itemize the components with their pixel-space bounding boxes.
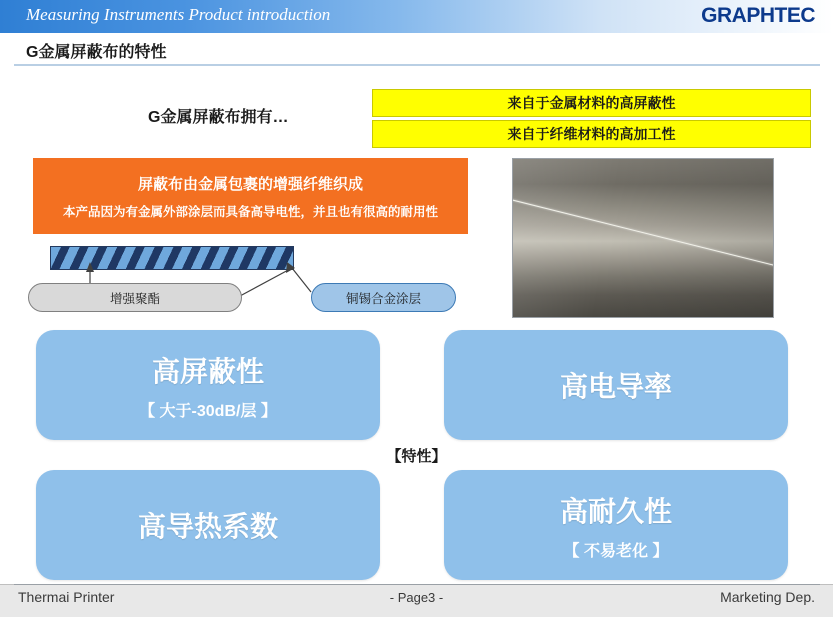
header-title: Measuring Instruments Product introduction <box>26 5 331 24</box>
feature-subtitle: 【 不易老化 】 <box>563 542 669 560</box>
footer-divider <box>14 584 820 585</box>
brand-logo: GRAPHTEC <box>701 4 815 27</box>
fabric-cross-section <box>50 246 294 270</box>
feature-panel-thermal <box>36 470 380 580</box>
feature-panel-conductivity <box>444 330 788 440</box>
feature-title: 高屏蔽性 <box>151 355 264 387</box>
title-divider <box>14 64 820 66</box>
page-title: G金属屏蔽布的特性 <box>26 44 167 61</box>
footer-left-text: Thermai Printer <box>18 589 115 605</box>
feature-title: 高导热系数 <box>137 511 278 542</box>
product-photo <box>512 158 774 318</box>
feature-panel-shielding <box>36 330 380 440</box>
sub-heading: G金属屏蔽布拥有… <box>148 109 289 126</box>
label-copper-tin-alloy-coating: 铜锡合金涂层 <box>311 283 456 312</box>
feature-subtitle: 【 大于-30dB/层 】 <box>139 402 277 420</box>
footer-right-text: Marketing Dep. <box>720 589 815 605</box>
photo-sheen <box>513 159 773 317</box>
callout-shielding: 来自于金属材料的高屏蔽性 <box>372 89 811 117</box>
label-reinforced-polyester: 增强聚酯 <box>28 283 242 312</box>
callout-processability: 来自于纤维材料的高加工性 <box>372 120 811 148</box>
slide-header <box>0 0 833 33</box>
characteristics-label: 【特性】 <box>386 448 447 465</box>
description-headline: 屏蔽布由金属包裹的增强纤维织成 <box>137 175 363 193</box>
feature-title: 高耐久性 <box>559 495 672 527</box>
description-detail: 本产品因为有金属外部涂层而具备高导电性，并且也有很高的耐用性 <box>62 204 438 219</box>
page-number: - Page3 - <box>389 590 444 605</box>
description-box <box>33 158 468 234</box>
feature-panel-durability <box>444 470 788 580</box>
feature-title: 高电导率 <box>559 371 672 402</box>
